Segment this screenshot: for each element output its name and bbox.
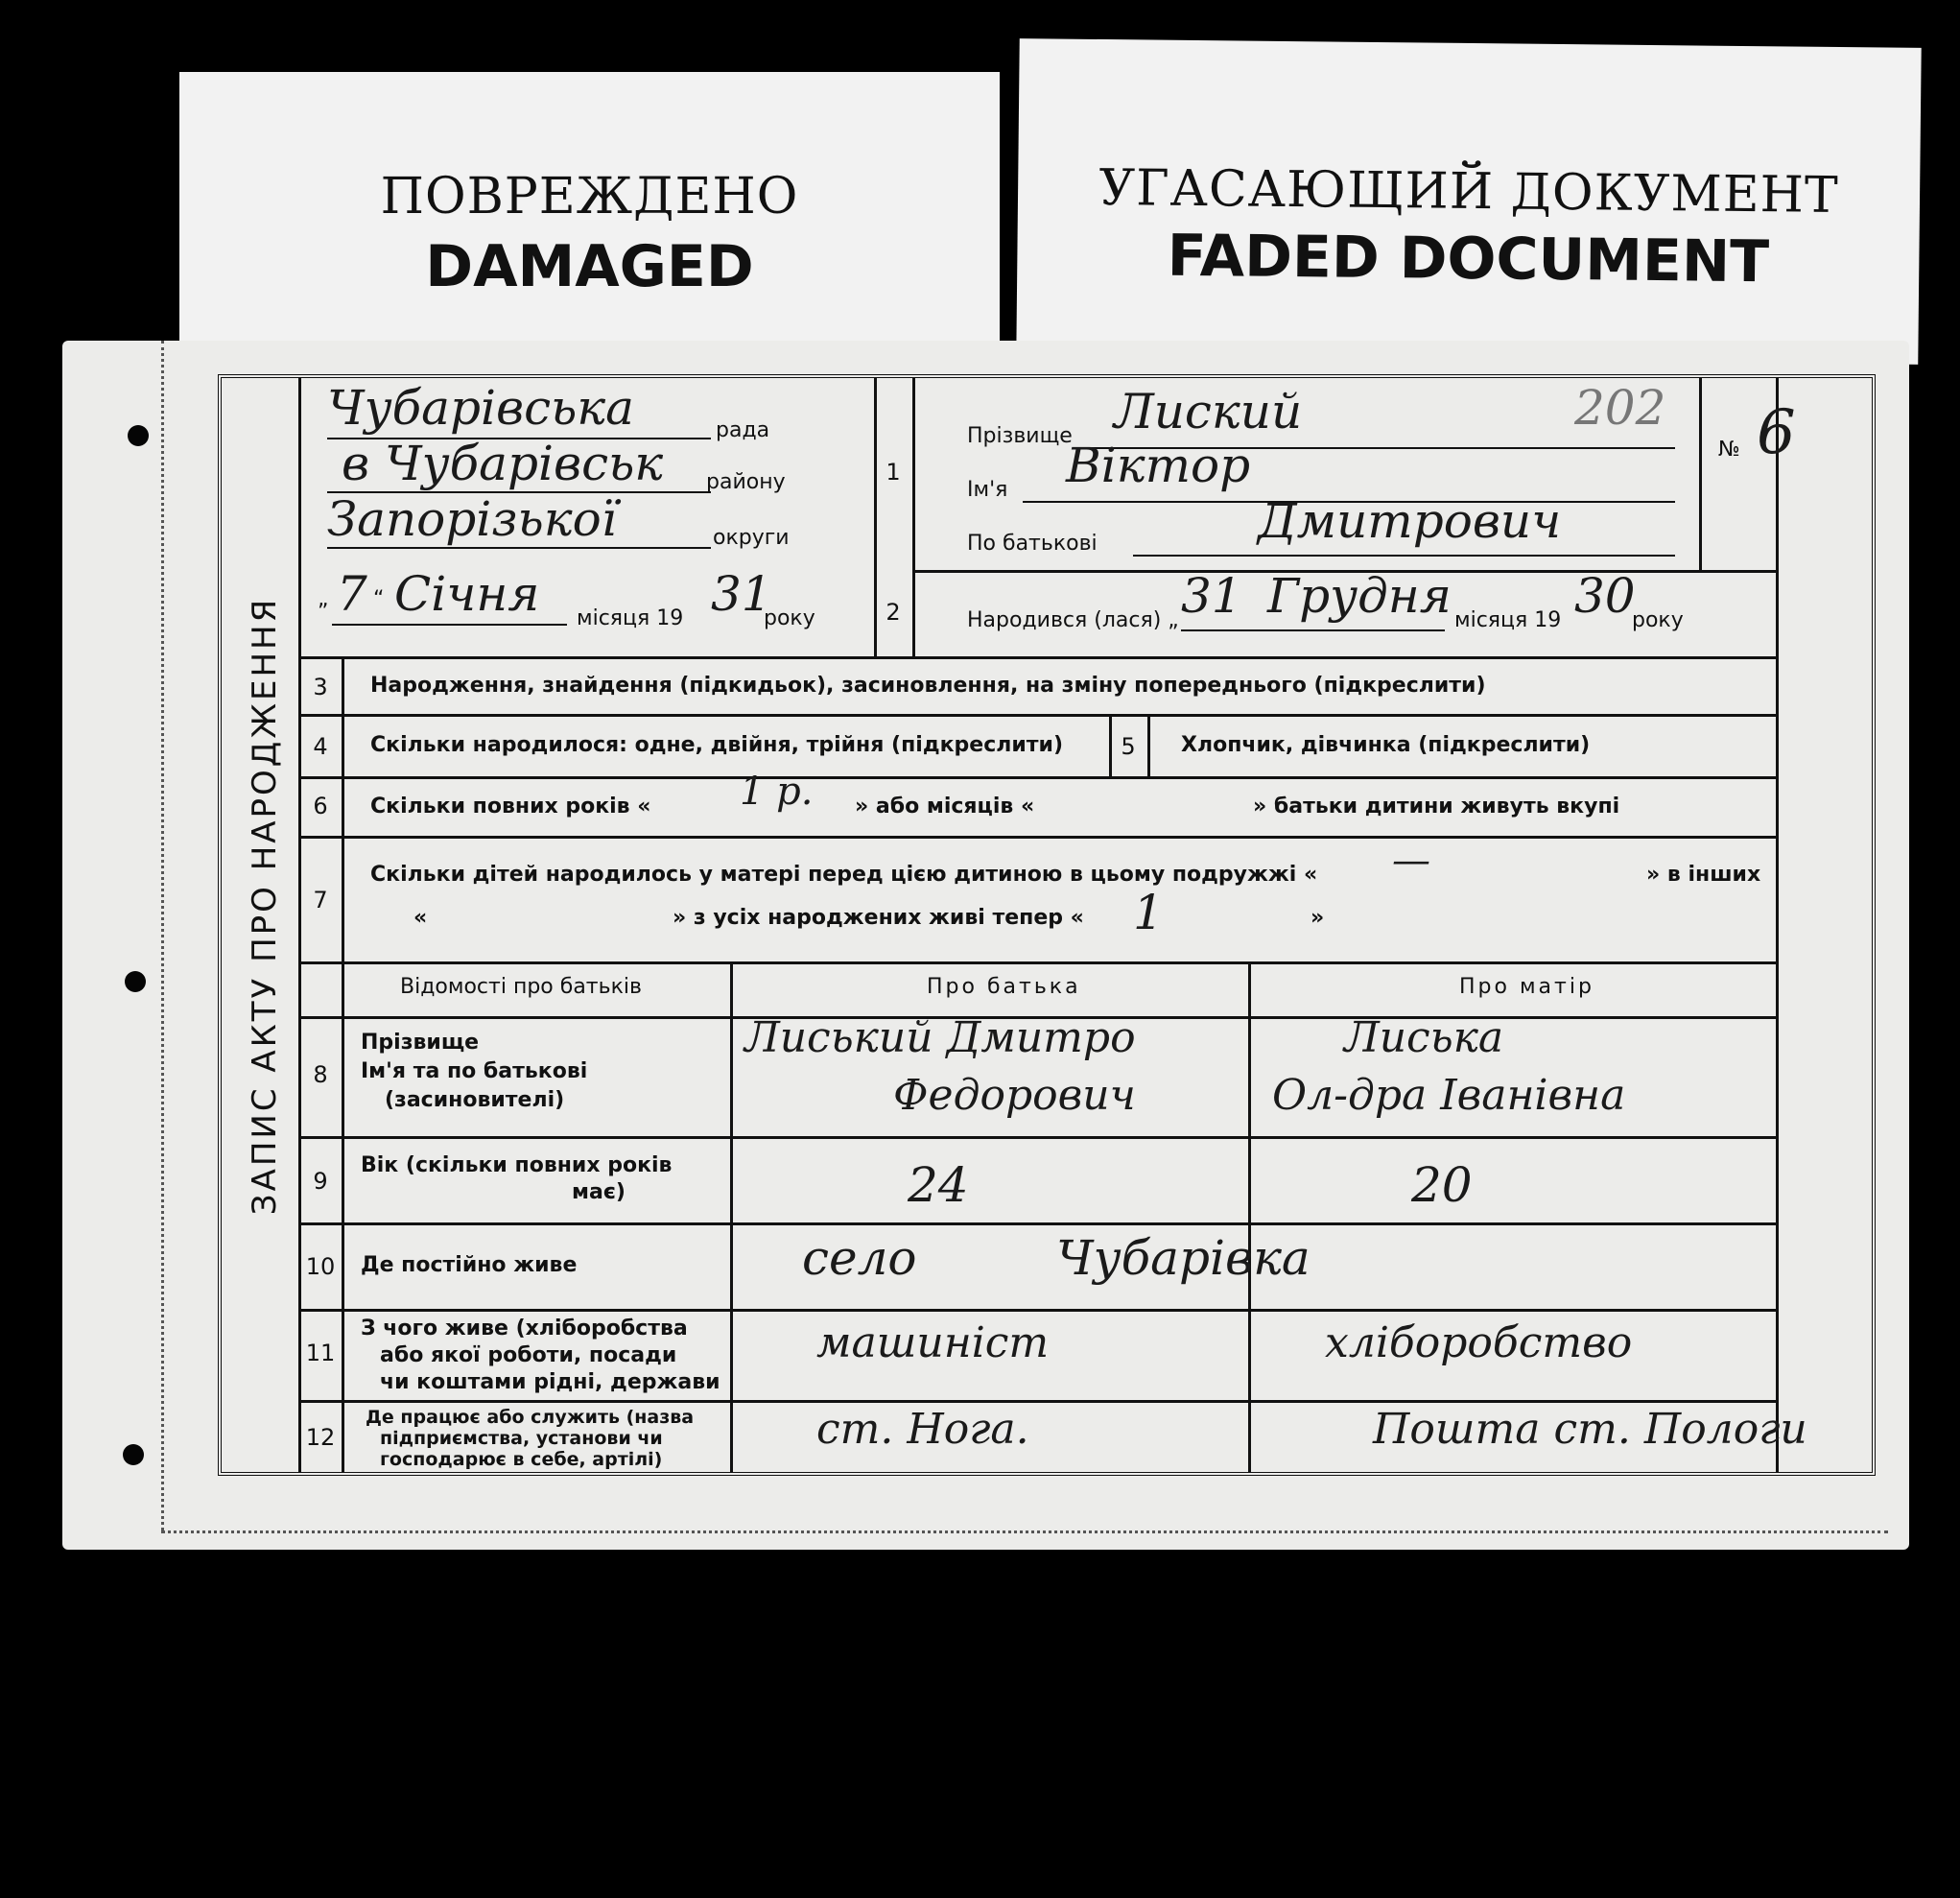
father-occupation: машиніст xyxy=(816,1318,1050,1367)
divider xyxy=(298,776,1776,779)
row-7-line1-end: » в інших xyxy=(1646,863,1761,887)
faded-label-en: FADED DOCUMENT xyxy=(1167,222,1770,297)
row-7-line2-end: » xyxy=(1311,906,1325,930)
rada-label: рада xyxy=(716,418,770,442)
divider xyxy=(730,961,733,1472)
row-8-label-2: Ім'я та по батькові xyxy=(361,1059,588,1083)
divider xyxy=(298,1400,1776,1403)
row-7-line2-b: » з усіх народжених живі тепер « xyxy=(673,906,1084,930)
day-value: 7 xyxy=(337,566,367,622)
okrug-value: Запорізької xyxy=(327,491,617,547)
divider xyxy=(1776,378,1779,1472)
col-father-header: Про батька xyxy=(927,975,1081,999)
punch-hole xyxy=(128,425,149,446)
divider xyxy=(298,1222,1776,1225)
mother-age: 20 xyxy=(1411,1157,1473,1213)
father-age: 24 xyxy=(908,1157,969,1213)
mother-work: Пошта ст. Пологи xyxy=(1373,1405,1807,1454)
side-title: ЗАПИС АКТУ ПРО НАРОДЖЕННЯ xyxy=(246,596,284,1216)
birth-record-card xyxy=(62,341,1909,1550)
surname-label: Прізвище xyxy=(967,424,1073,448)
underline xyxy=(332,624,567,626)
row-number-4: 4 xyxy=(313,733,328,760)
child-patronymic: Дмитрович xyxy=(1258,493,1562,549)
row-12-label-1: Де працює або служить (назва xyxy=(366,1407,695,1428)
mother-name-2: Ол-дра Іванівна xyxy=(1272,1071,1626,1120)
divider xyxy=(298,1309,1776,1312)
row-6-text-c: » батьки дитини живуть вкупі xyxy=(1253,795,1620,819)
father-name-2: Федорович xyxy=(893,1071,1136,1120)
row-12-label-2: підприємства, установи чи xyxy=(380,1428,663,1449)
underline xyxy=(1133,555,1675,557)
born-label: Народився (лася) „ xyxy=(967,608,1179,632)
row-number-8: 8 xyxy=(313,1061,328,1088)
divider xyxy=(912,378,915,656)
record-number: 6 xyxy=(1757,397,1796,468)
row-9-label-2: має) xyxy=(572,1180,626,1204)
surname-note: 202 xyxy=(1574,380,1666,436)
row-9-label-1: Вік (скільки повних років xyxy=(361,1153,673,1177)
row-number-1: 1 xyxy=(886,459,901,486)
row-7-line1: Скільки дітей народилось у матері перед цією дитиною в цьому подружжі « xyxy=(370,863,1318,887)
underline xyxy=(327,547,711,549)
row-number-12: 12 xyxy=(305,1424,336,1451)
perforation-horizontal xyxy=(161,1530,1888,1533)
row-6-text-b: » або місяців « xyxy=(855,795,1035,819)
perforation-vertical xyxy=(161,341,164,1530)
col-info-header: Відомості про батьків xyxy=(400,975,642,999)
row-number-3: 3 xyxy=(313,674,328,700)
row-7-line2-a: « xyxy=(413,906,428,930)
row-number-6: 6 xyxy=(313,793,328,819)
born-month-label: місяця 19 xyxy=(1454,608,1562,632)
row-12-label-3: господарює в себе, артілі) xyxy=(380,1449,663,1470)
divider xyxy=(1248,961,1251,1472)
row-number-2: 2 xyxy=(886,599,901,626)
mother-residence: Чубарівка xyxy=(1056,1230,1311,1286)
col-mother-header: Про матір xyxy=(1459,975,1594,999)
name-label: Ім'я xyxy=(967,478,1008,502)
divider xyxy=(298,656,1776,659)
birth-record-form xyxy=(218,374,1876,1476)
born-day: 31 xyxy=(1181,568,1242,624)
divider xyxy=(1699,378,1702,570)
punch-hole xyxy=(125,971,146,992)
divider xyxy=(1147,714,1150,776)
year-value: 31 xyxy=(711,566,772,622)
divider xyxy=(298,714,1776,717)
row-number-5: 5 xyxy=(1121,733,1136,760)
child-surname: Лиский xyxy=(1114,384,1303,439)
raion-label: району xyxy=(706,470,786,494)
row-number-7: 7 xyxy=(313,887,328,913)
divider xyxy=(298,1136,1776,1139)
row-number-11: 11 xyxy=(305,1340,336,1366)
rada-value: Чубарівська xyxy=(327,380,634,436)
row-8-label-3: (засиновителі) xyxy=(385,1088,565,1112)
underline xyxy=(1181,629,1445,631)
row-10-label: Де постійно живе xyxy=(361,1253,578,1277)
mother-name-1: Лиська xyxy=(1344,1013,1504,1062)
punch-hole xyxy=(123,1444,144,1465)
damaged-label-en: DAMAGED xyxy=(425,233,754,300)
row-8-label-1: Прізвище xyxy=(361,1031,480,1055)
patronymic-label: По батькові xyxy=(967,532,1098,556)
okrug-label: округи xyxy=(713,526,790,550)
month-label: місяця 19 xyxy=(577,606,684,630)
born-month: Грудня xyxy=(1267,568,1452,624)
year-label: року xyxy=(764,606,815,630)
row-6-value: 1 р. xyxy=(740,770,814,814)
row-11-label-1: З чого живе (хліборобства xyxy=(361,1317,688,1340)
number-label: № xyxy=(1718,438,1740,462)
born-year-label: року xyxy=(1632,608,1684,632)
month-value: Січня xyxy=(394,566,540,622)
mother-occupation: хліборобство xyxy=(1325,1318,1633,1367)
row-5-text: Хлопчик, дівчинка (підкреслити) xyxy=(1181,733,1591,757)
row-7-value1: — xyxy=(1392,839,1430,883)
faded-label-card xyxy=(1016,38,1921,365)
date-quote-close: “ xyxy=(373,587,385,611)
row-4-text: Скільки народилося: одне, двійня, трійня (підкреслити) xyxy=(370,733,1063,757)
child-name: Віктор xyxy=(1066,438,1251,493)
faded-label-ru: УГАСАЮЩИЙ ДОКУМЕНТ xyxy=(1098,158,1839,225)
divider xyxy=(298,836,1776,839)
damaged-label-card xyxy=(179,72,1000,360)
date-quote-open: „ xyxy=(318,587,329,611)
damaged-label-ru: ПОВРЕЖДЕНО xyxy=(380,168,799,225)
row-number-10: 10 xyxy=(305,1253,336,1280)
row-3-text: Народження, знайдення (підкидьок), засиновлення, на зміну попереднього (підкреслити) xyxy=(370,674,1486,698)
born-year: 30 xyxy=(1574,568,1636,624)
father-residence: село xyxy=(802,1230,917,1286)
divider xyxy=(298,378,301,1472)
father-work: ст. Нога. xyxy=(816,1405,1029,1454)
row-6-text-a: Скільки повних років « xyxy=(370,795,651,819)
row-7-value2: 1 xyxy=(1133,885,1164,940)
row-number-9: 9 xyxy=(313,1168,328,1195)
raion-value: в Чубарівськ xyxy=(342,436,664,491)
divider xyxy=(298,961,1776,964)
row-11-label-3: чи коштами рідні, держави xyxy=(380,1370,720,1394)
row-11-label-2: або якої роботи, посади xyxy=(380,1343,677,1367)
father-name-1: Лиський Дмитро xyxy=(744,1013,1136,1062)
